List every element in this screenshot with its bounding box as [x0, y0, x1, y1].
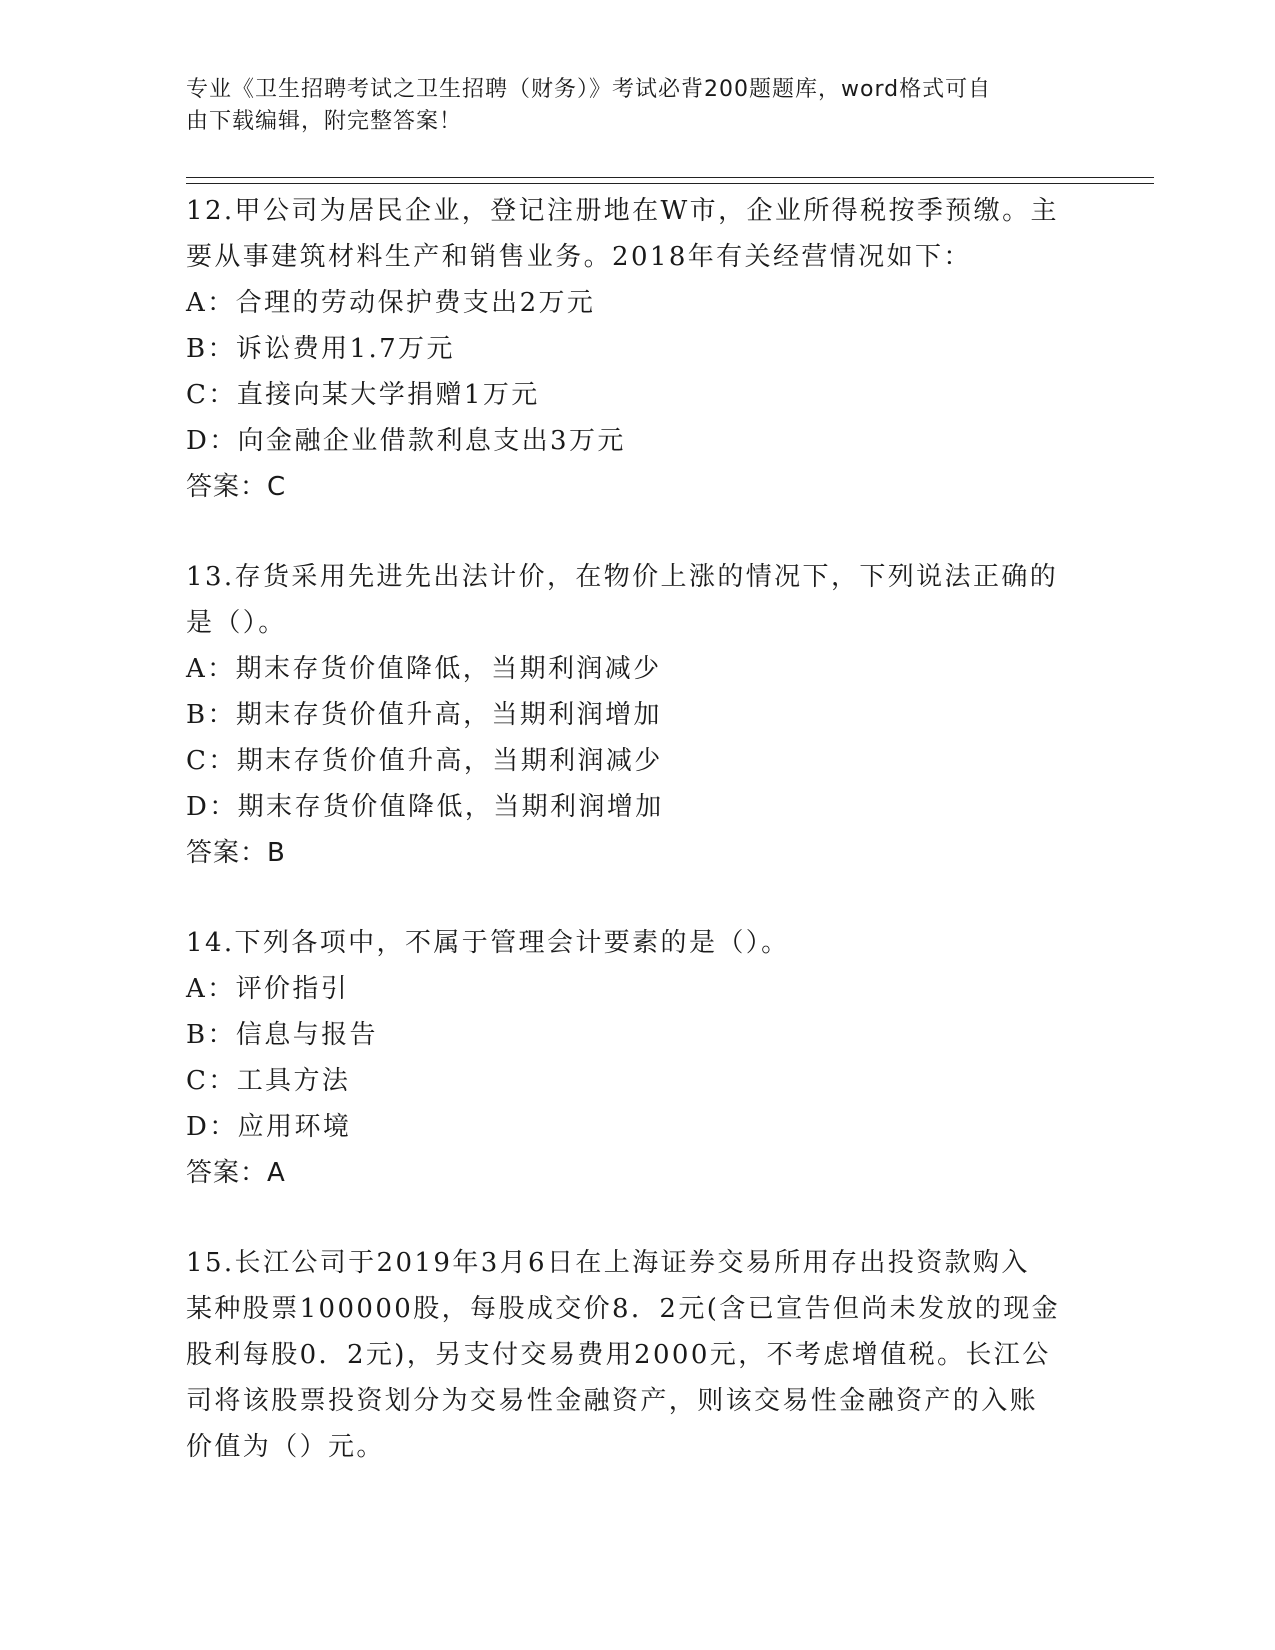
option-a: A：期末存货价值降低，当期利润减少	[186, 654, 662, 684]
option-d: D：期末存货价值降低，当期利润增加	[186, 792, 664, 822]
header-rule-bottom	[186, 183, 1154, 184]
answer: 答案：A	[186, 1158, 286, 1188]
stem-line: 股利每股0．2元)，另支付交易费用2000元，不考虑增值税。长江公	[186, 1340, 1051, 1370]
stem-line: 15.长江公司于2019年3月6日在上海证券交易所用存出投资款购入	[186, 1248, 1030, 1278]
option-d: D：向金融企业借款利息支出3万元	[186, 426, 626, 456]
stem-line: 司将该股票投资划分为交易性金融资产，则该交易性金融资产的入账	[186, 1386, 1039, 1416]
question-list	[186, 188, 1086, 1514]
stem-line: 14.下列各项中，不属于管理会计要素的是（）。	[186, 928, 790, 958]
option-c: C：期末存货价值升高，当期利润减少	[186, 746, 663, 776]
stem-line: 12.甲公司为居民企业，登记注册地在W市，企业所得税按季预缴。主	[186, 196, 1059, 226]
question-stem	[186, 554, 1086, 646]
question-15	[186, 1240, 1086, 1470]
header-rule-top	[186, 177, 1154, 178]
stem-line: 某种股票100000股，每股成交价8．2元(含已宣告但尚未发放的现金	[186, 1294, 1061, 1324]
option-d: D：应用环境	[186, 1112, 352, 1142]
option-b: B：期末存货价值升高，当期利润增加	[186, 700, 662, 730]
question-12	[186, 188, 1086, 510]
option-c: C：工具方法	[186, 1066, 351, 1096]
stem-line: 要从事建筑材料生产和销售业务。2018年有关经营情况如下：	[186, 242, 972, 272]
option-a: A：合理的劳动保护费支出2万元	[186, 288, 596, 318]
stem-line: 是（）。	[186, 608, 287, 638]
option-c: C：直接向某大学捐赠1万元	[186, 380, 540, 410]
option-a: A：评价指引	[186, 974, 350, 1004]
document-header	[186, 74, 1066, 138]
answer: 答案：C	[186, 472, 287, 502]
stem-line: 价值为（）元。	[186, 1432, 385, 1462]
header-line-1: 专业《卫生招聘考试之卫生招聘（财务）》考试必背200题题库，word格式可自	[186, 77, 992, 102]
question-13	[186, 554, 1086, 876]
answer: 答案：B	[186, 838, 286, 868]
stem-line: 13.存货采用先进先出法计价，在物价上涨的情况下，下列说法正确的	[186, 562, 1059, 592]
header-line-2: 由下载编辑，附完整答案！	[186, 109, 463, 134]
option-b: B：信息与报告	[186, 1020, 378, 1050]
question-stem	[186, 1240, 1086, 1470]
question-14	[186, 920, 1086, 1196]
question-stem	[186, 188, 1086, 280]
question-stem	[186, 920, 1086, 966]
option-b: B：诉讼费用1.7万元	[186, 334, 455, 364]
